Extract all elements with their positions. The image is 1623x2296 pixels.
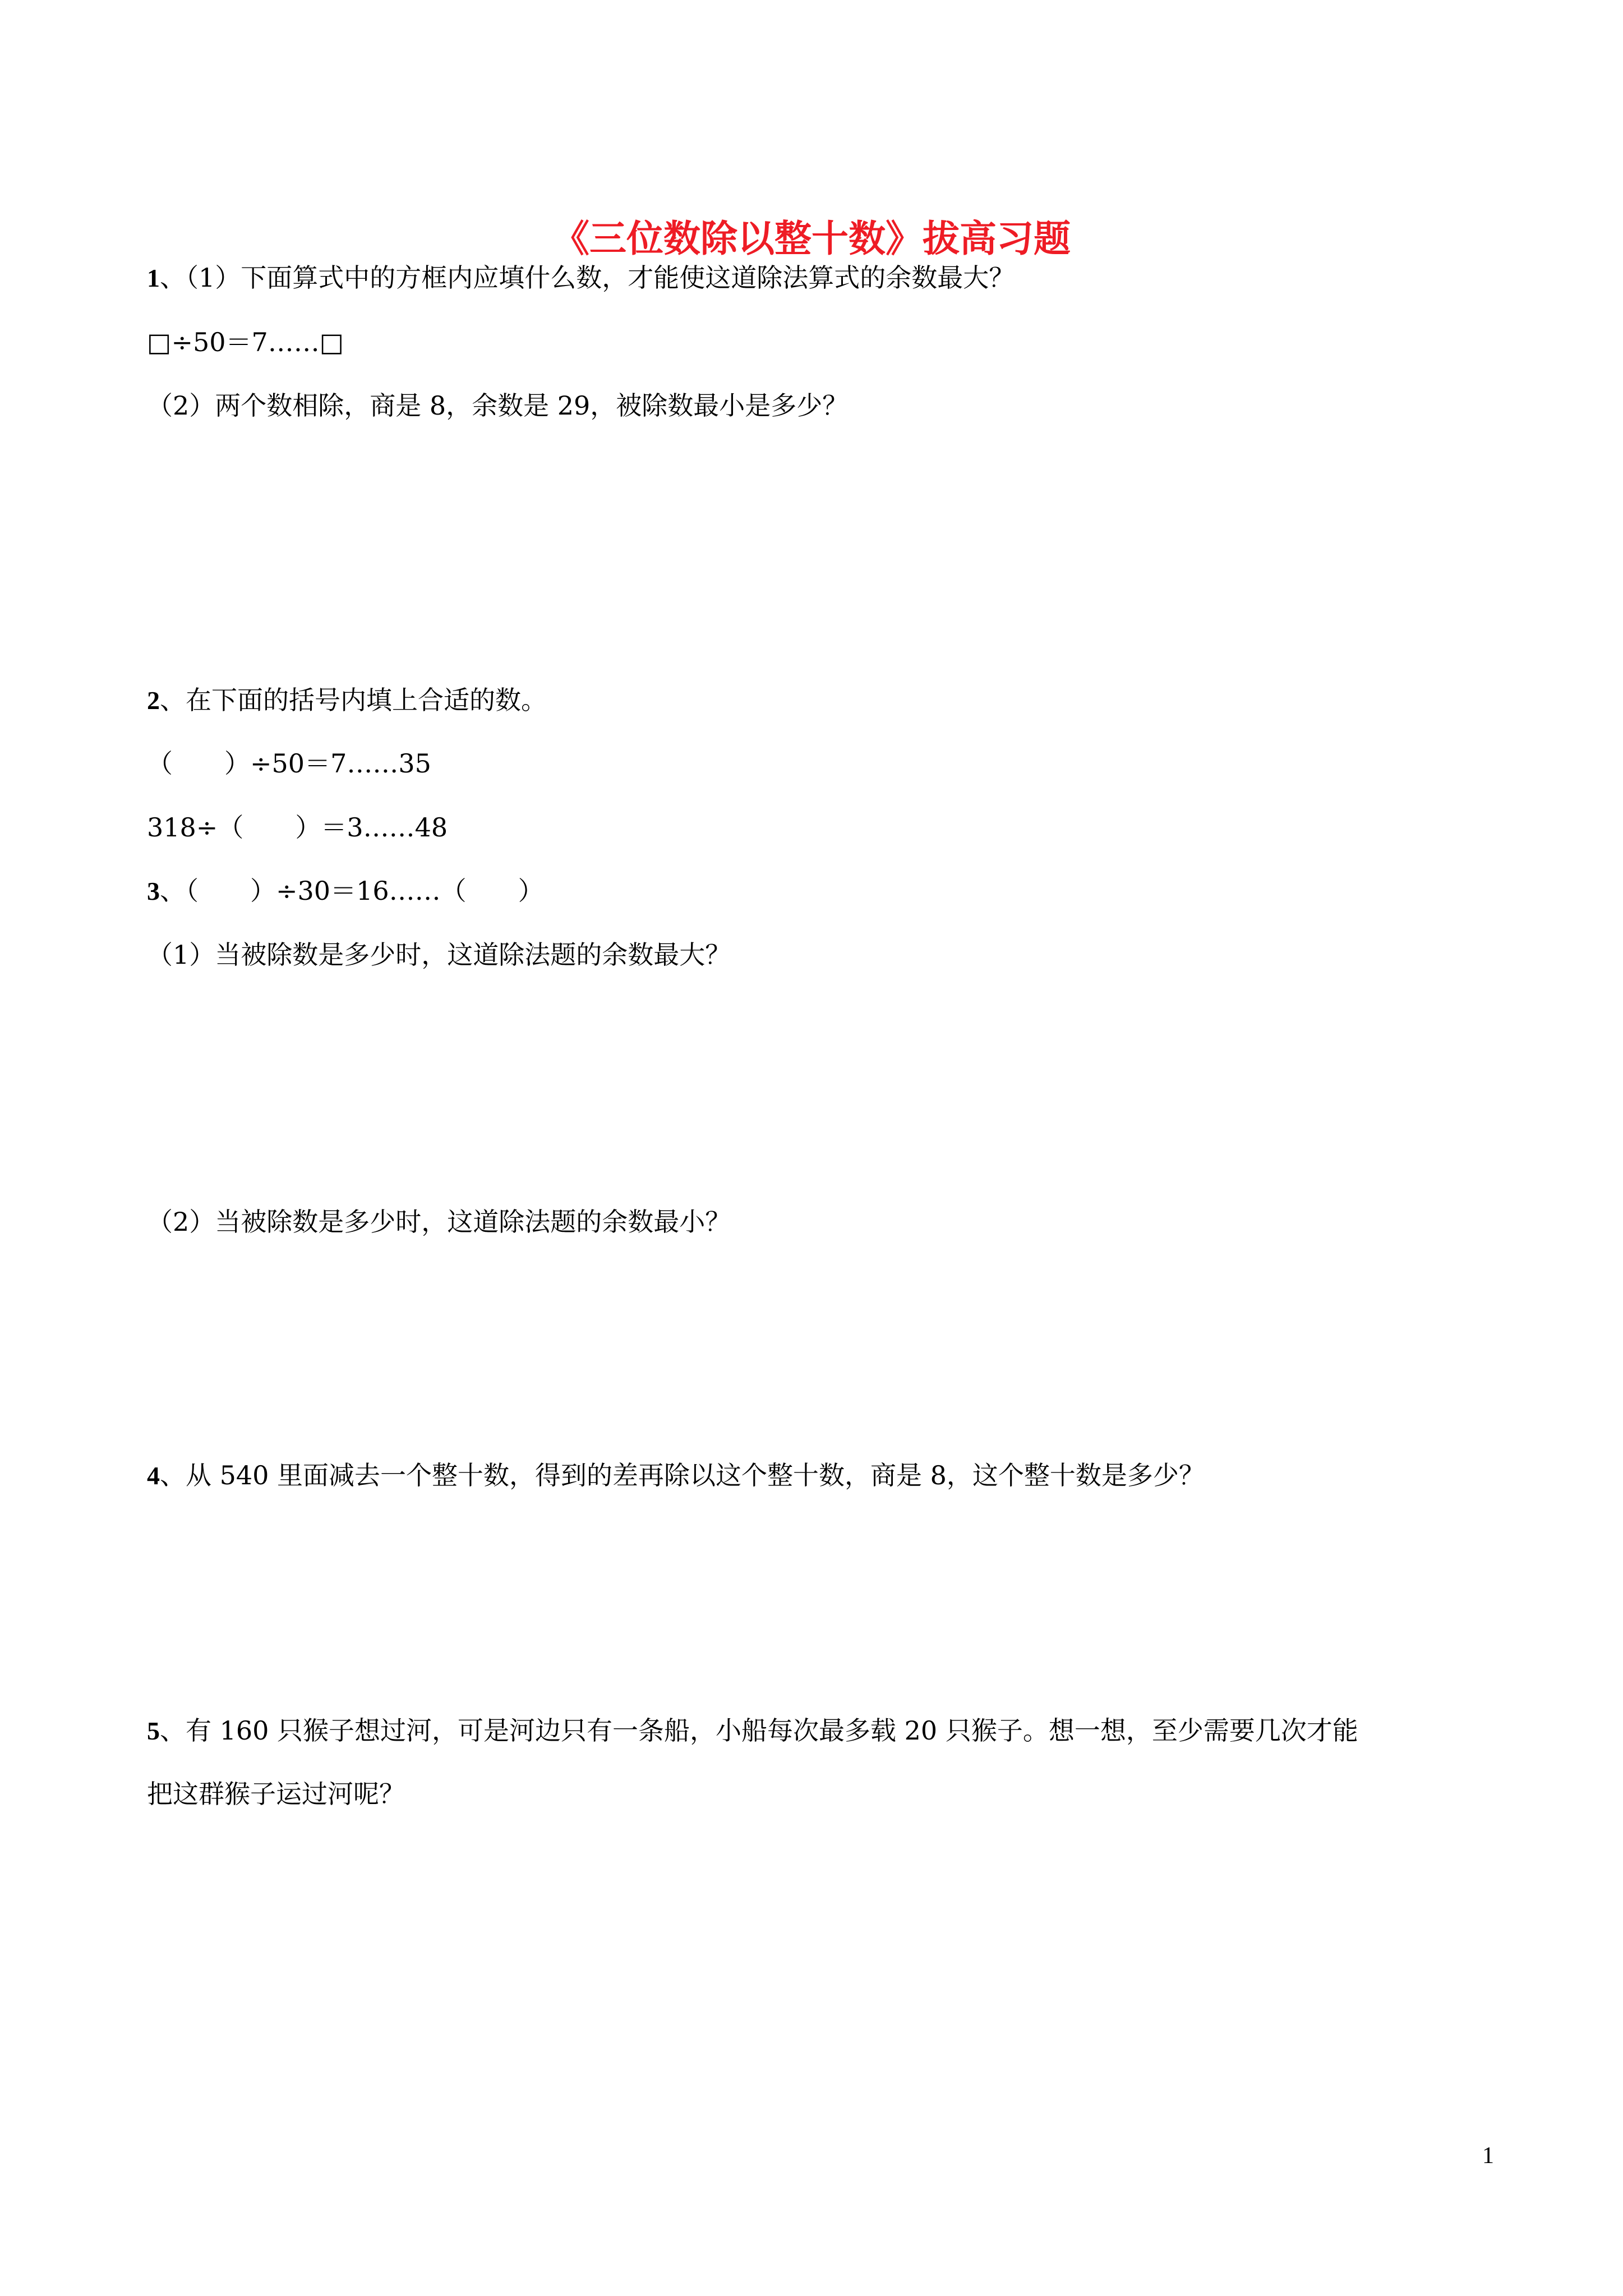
question-1-equation: □÷50＝7……□ — [147, 327, 344, 357]
question-5-continuation: 把这群猴子运过河呢？ — [147, 1779, 405, 1809]
question-text: 、（ ）÷30＝16……（ ） — [160, 876, 544, 906]
question-3-part-2: （2）当被除数是多少时，这道除法题的余数最小？ — [147, 1207, 731, 1237]
question-3-part-1: （1）当被除数是多少时，这道除法题的余数最大？ — [147, 940, 731, 970]
page-number: 1 — [1482, 2143, 1494, 2169]
question-5 — [147, 1714, 1358, 1748]
question-number: 5 — [147, 1717, 160, 1745]
question-number: 4 — [147, 1461, 160, 1490]
question-3 — [147, 874, 544, 908]
question-text: 、从 540 里面减去一个整十数，得到的差再除以这个整十数，商是 8，这个整十数是多少？ — [160, 1460, 1205, 1490]
question-4 — [147, 1458, 1205, 1493]
question-text: 、有 160 只猴子想过河，可是河边只有一条船，小船每次最多载 20 只猴子。想一想，至少需要几次才能 — [160, 1715, 1358, 1746]
question-number: 2 — [147, 686, 160, 715]
question-text: 、在下面的括号内填上合适的数。 — [160, 685, 547, 715]
question-2-line-1: （ ）÷50＝7……35 — [147, 748, 431, 779]
question-number: 1 — [147, 264, 160, 292]
worksheet-title: 《三位数除以整十数》拔高习题 — [552, 217, 1071, 260]
question-text: 、（1）下面算式中的方框内应填什么数，才能使这道除法算式的余数最大？ — [160, 263, 1015, 293]
question-1 — [147, 261, 1015, 295]
question-2-line-2: 318÷（ ）＝3……48 — [147, 812, 448, 843]
question-2 — [147, 683, 547, 717]
question-number: 3 — [147, 877, 160, 905]
question-1-part-2: （2）两个数相除，商是 8，余数是 29，被除数最小是多少？ — [147, 390, 849, 421]
